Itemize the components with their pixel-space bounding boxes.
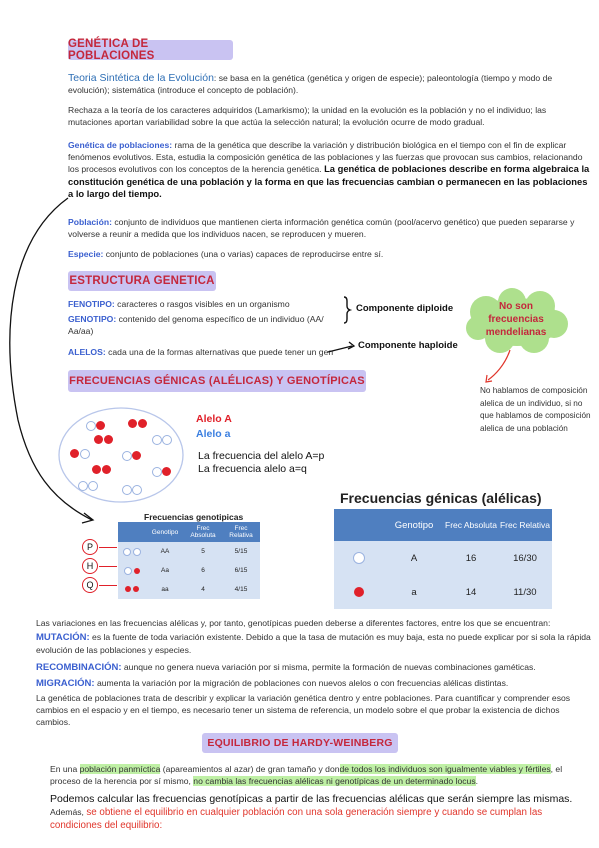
- alelos-label: ALELOS:: [68, 347, 106, 357]
- alelo-a-label: Alelo a: [196, 428, 231, 440]
- allele-a-dot: [88, 481, 98, 491]
- alelos-text: cada una de la formas alternativas que puede tener un gen: [105, 347, 334, 357]
- allele-A-dot: [132, 451, 141, 460]
- allele-a-dot: [133, 548, 141, 556]
- allele-a-dot: [78, 481, 88, 491]
- recombinacion-label: RECOMBINACIÓN:: [36, 662, 122, 673]
- hw-p2a: Podemos calcular las frecuencias genotípicas a partir de las frecuencias alélicas que serán siempre las mismas.: [50, 793, 573, 805]
- bracket-icon: [344, 297, 350, 323]
- allele-a-dot: [152, 435, 162, 445]
- table-row: [118, 580, 260, 599]
- freq-a-text: La frecuencia alelo a=q: [198, 463, 307, 475]
- hw-highlight: población panmíctica: [79, 764, 161, 774]
- table-cell: A: [384, 541, 444, 575]
- heading-text: FRECUENCIAS GÉNICAS (ALÉLICAS) Y GENOTÍPICAS: [69, 375, 365, 387]
- table-row: [334, 575, 552, 609]
- table-cell: 6: [184, 561, 222, 580]
- variaciones-intro: Las variaciones en las frecuencias alélicas y, por tanto, genotípicas pueden deberse a diferentes factores, entre los que se encuentran:: [36, 618, 551, 628]
- allele-A-dot: [134, 568, 140, 574]
- hw-p2c: se obtiene el equilibrio en cualquier población con una sola generación siempre y cuando se cumplan las condiciones del equilibrio:: [50, 807, 543, 831]
- heading-text: EQUILIBRIO DE HARDY-WEINBERG: [207, 737, 393, 749]
- side-note: No hablamos de composición alelica de un individuo, si no que hablamos de composición alelica de una población: [480, 386, 591, 433]
- table-cell: 5: [184, 542, 222, 561]
- rechaza-paragraph: Rechaza a la teoría de los caracteres adquiridos (Lamarkismo); la unidad en la evolución es la población y no el individuo; las mutaciones aportan variabilidad sobre la que actúa la selección natural; la evolución ocurre de modo gradual.: [68, 105, 547, 128]
- poblacion-label: Población:: [68, 217, 112, 227]
- genotype-letter-circle: Q: [82, 577, 98, 593]
- allele-a-dot: [80, 449, 90, 459]
- hw-text: .: [475, 776, 479, 787]
- table-row: [334, 541, 552, 575]
- mutacion-paragraph: [36, 631, 592, 656]
- allele-a-dot: [353, 552, 365, 564]
- table-cell: 11/30: [498, 575, 552, 609]
- allele-A-dot: [102, 465, 111, 474]
- allele-a-dot: [122, 485, 132, 495]
- genetica-label: Genética de poblaciones:: [68, 140, 173, 150]
- table-header-blank: [118, 522, 146, 542]
- connector-line: [99, 547, 117, 548]
- hardy-paragraph: [50, 763, 580, 787]
- recombinacion-paragraph: [36, 661, 592, 674]
- table-row: [118, 561, 260, 580]
- fenotipo-label: FENOTIPO:: [68, 299, 115, 309]
- migracion-text: aumenta la variación por la migración de poblaciones con nuevos alelos o con frecuencias alélicas distintas.: [94, 678, 509, 688]
- dot-cell: [334, 541, 384, 575]
- table-cell: 4: [184, 580, 222, 599]
- hardy-paragraph-2: [50, 793, 580, 832]
- heading-text: GENÉTICA DE POBLACIONES: [68, 38, 155, 62]
- population-dots: [56, 405, 186, 505]
- big-allelic-table: [334, 509, 552, 609]
- heading-frecuencias: [68, 370, 366, 392]
- connector-line: [99, 566, 117, 567]
- especie-text: conjunto de poblaciones (una o varias) capaces de reproducirse entre sí.: [103, 249, 384, 259]
- allele-A-dot: [125, 586, 131, 592]
- fenotipo-text: caracteres o rasgos visibles en un organismo: [114, 299, 290, 309]
- genotipo-label: GENOTIPO:: [68, 314, 117, 324]
- hw-text: , el proceso de la herencia por sí mismo,: [50, 764, 563, 787]
- table-header: Genotipo: [146, 522, 184, 542]
- allele-A-dot: [128, 419, 137, 428]
- mutacion-text: es la fuente de toda variación existente. Debido a que la tasa de mutación es muy baja, esta no puede explicar por si sola la rápida evolución de las poblaciones y especies.: [36, 632, 591, 656]
- table-cell: 6/15: [222, 561, 260, 580]
- small-genotypic-table: [118, 522, 260, 599]
- table-cell: 16: [444, 541, 498, 575]
- dots-cell: [118, 542, 146, 561]
- table-cell: 14: [444, 575, 498, 609]
- allele-a-dot: [162, 435, 172, 445]
- cierre-paragraph: La genética de poblaciones trata de describir y explicar la variación genética dentro y entre poblaciones. Para cuantificar y comprender esos cambios en el espacio y en el tiempo, es necesario tener un sistema de referencia, un modelo sobre el que probar la existencia de dichos cambios.: [36, 693, 571, 728]
- freq-A-text: La frecuencia del alelo A=p: [198, 450, 325, 462]
- table-header: Frec Absoluta: [444, 509, 498, 541]
- hw-text: En una: [50, 764, 80, 774]
- table-header: Frec Absoluta: [184, 522, 222, 542]
- allele-a-dot: [123, 548, 131, 556]
- table-header: Frec Relativa: [222, 522, 260, 542]
- table-header: Genotipo: [384, 509, 444, 541]
- allele-A-dot: [104, 435, 113, 444]
- dot-cell: [334, 575, 384, 609]
- allele-a-dot: [124, 567, 132, 575]
- table-cell: 16/30: [498, 541, 552, 575]
- recombinacion-text: aunque no genera nueva variación por si misma, permite la formación de nuevas combinaciones gaméticas.: [121, 662, 536, 672]
- alelo-A-label: Alelo A: [196, 413, 232, 425]
- allele-A-dot: [96, 421, 105, 430]
- genotype-letter-circle: H: [82, 558, 98, 574]
- allele-a-dot: [152, 467, 162, 477]
- table-cell: 4/15: [222, 580, 260, 599]
- allele-A-dot: [138, 419, 147, 428]
- hw-text: (apareamientos al azar) de gran tamaño y don: [160, 764, 340, 774]
- allele-A-dot: [70, 449, 79, 458]
- componente-haploide-label: Componente haploide: [358, 340, 458, 351]
- poblacion-text: conjunto de individuos que mantienen cierta información genética común (pool/acervo genético) que pueden separarse y volverse a reunir a medida que los individuos nacen, se reproducen y mueren.: [68, 217, 575, 240]
- componente-diploide-label: Componente diploide: [356, 303, 454, 314]
- allele-a-dot: [86, 421, 96, 431]
- hw-highlight: de todos los individuos son igualmente viables y fértiles: [339, 764, 551, 774]
- especie-label: Especie:: [68, 249, 104, 259]
- mutacion-label: MUTACIÓN:: [36, 632, 90, 643]
- table-cell: a: [384, 575, 444, 609]
- table-cell: 5/15: [222, 542, 260, 561]
- hw-p2b: Además,: [50, 807, 87, 817]
- allele-a-dot: [132, 485, 142, 495]
- allele-A-dot: [94, 435, 103, 444]
- heading-text: ESTRUCTURA GENETICA: [69, 275, 215, 287]
- heading-hardy-weinberg: [202, 733, 398, 753]
- table-row: [118, 542, 260, 561]
- table-cell: Aa: [146, 561, 184, 580]
- table-header-blank: [334, 509, 384, 541]
- dots-cell: [118, 561, 146, 580]
- allele-A-dot: [354, 587, 364, 597]
- allele-A-dot: [92, 465, 101, 474]
- cloud-text: No son frecuencias mendelianas: [485, 301, 547, 338]
- genetica-text: rama de la genética que describe la variación y distribución biológica en el tiempo con el fin de explicar fenómenos evolutivos. Esta, estudia la composición genética de las poblaciones y las fuerzas que provocan sus cambios, relacionando los procesos evolutivos con los conceptos de la herencia genética.: [68, 140, 583, 175]
- migracion-paragraph: [36, 677, 592, 690]
- allele-A-dot: [162, 467, 171, 476]
- allele-A-dot: [133, 586, 139, 592]
- teoria-label: Teoria Sintética de la Evolución: [68, 72, 214, 84]
- table-cell: AA: [146, 542, 184, 561]
- migracion-label: MIGRACIÓN:: [36, 678, 95, 689]
- hw-highlight: no cambia las frecuencias alélicas ni genotípicas de un determinado locus: [193, 776, 476, 787]
- table-cell: aa: [146, 580, 184, 599]
- connector-line: [99, 585, 117, 586]
- teoria-text: : se basa en la genética (genética y origen de especie); paleontología (tiempo y modo de evolución); sistemática (introduce el concepto de población).: [68, 73, 553, 96]
- genotipo-text: contenido del genoma específico de un individuo (AA/ Aa/aa): [68, 314, 324, 337]
- genetica-bold: La genética de poblaciones describe en forma algebraica la constitución genética de una población y la forma en que las frecuencias cambian o permanecen en las poblaciones a lo largo del tiempo.: [68, 163, 590, 199]
- small-table-title: Frecuencias genotipicas: [144, 512, 244, 522]
- allele-a-dot: [122, 451, 132, 461]
- genotype-letter-circle: P: [82, 539, 98, 555]
- big-table-title: Frecuencias génicas (alélicas): [340, 490, 542, 506]
- table-header: Frec Relativa: [498, 509, 552, 541]
- dots-cell: [118, 580, 146, 599]
